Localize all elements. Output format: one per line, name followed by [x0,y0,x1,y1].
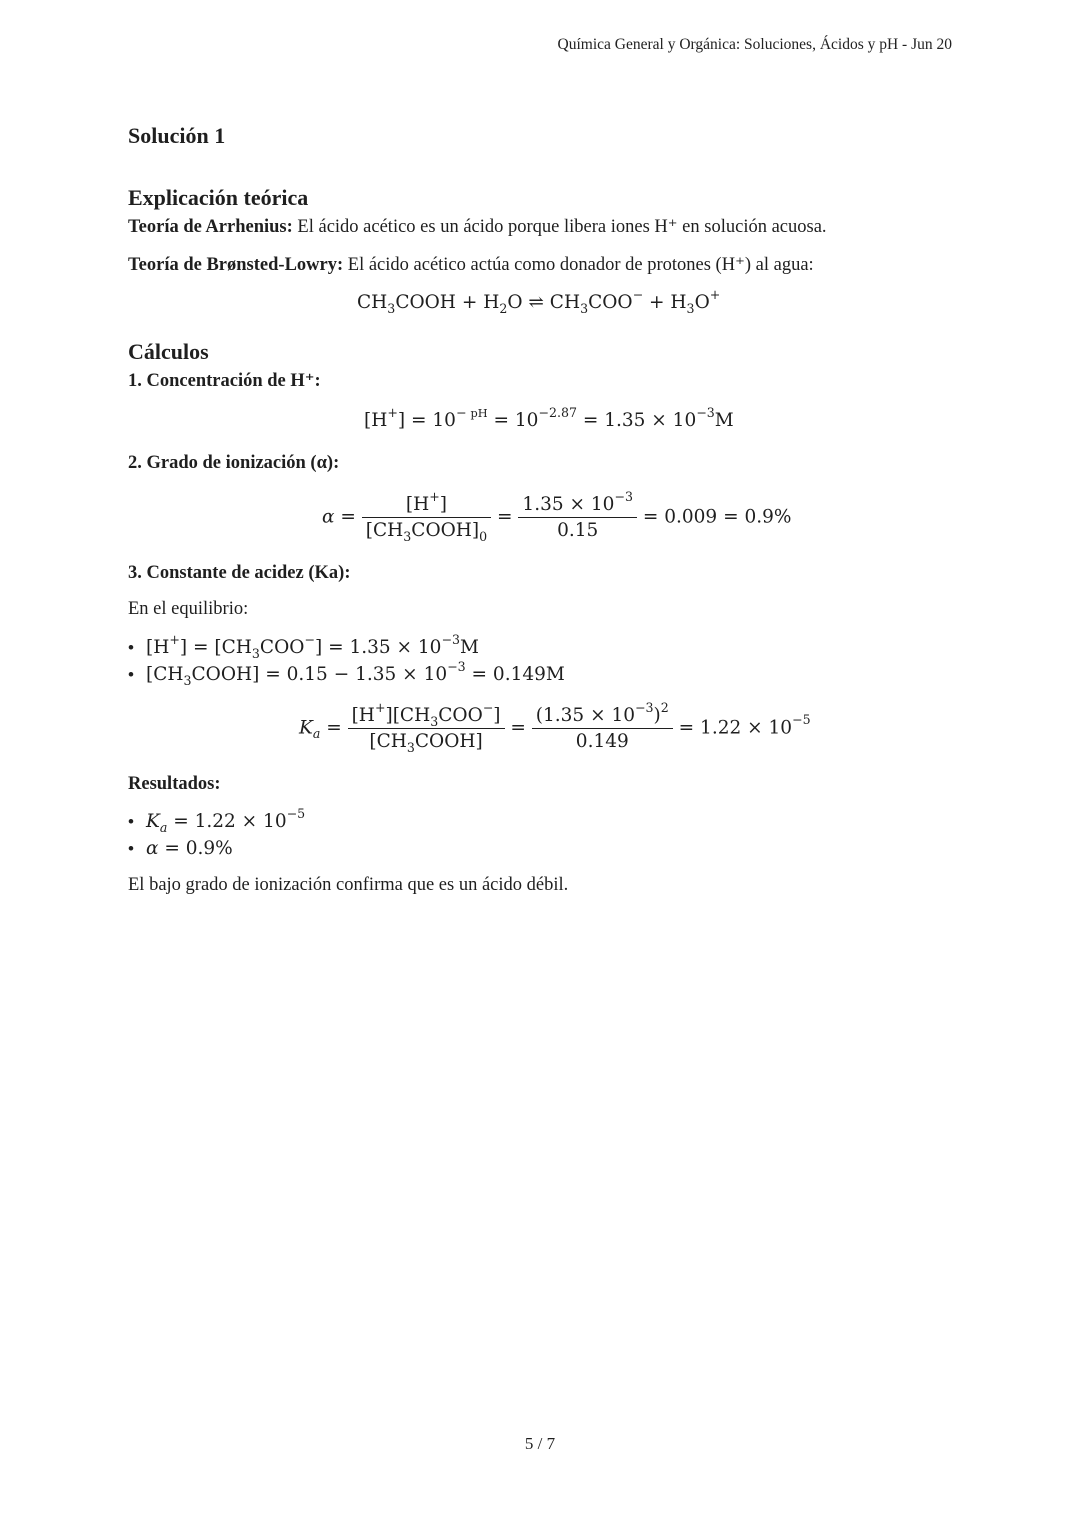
equilibrium-list [128,631,565,688]
solution-title: Solución 1 [128,123,226,148]
ka-fraction-symbolic: $\frac{[H^+][CH_3COO^-]}{[CH_3COOH]}$ [348,705,505,752]
ka-num-value: 1.35 × 10 [543,705,635,726]
ka-num-exp: −3 [635,699,654,715]
arrhenius-text: El ácido acético es un ácido porque libera iones H⁺ en solución acuosa. [292,217,827,237]
page-header: Química General y Orgánica: Soluciones, Ácidos y pH - Jun 20 [557,36,952,53]
results-list [128,805,306,862]
bronsted-label: Teoría de Brønsted-Lowry: [128,255,344,275]
result-ka-exp: −5 [286,805,306,821]
theory-heading: Explicación teórica [128,185,309,210]
h-concentration-equation: $[H^+] = 10^{- pH} = 10^{-2.87} = 1.35 \times 10^{-3}M$ [364,404,734,431]
ka-den-value: 0.149 [532,728,673,752]
bronsted-text: El ácido acético actúa como donador de protones (H⁺) al agua: [343,255,814,275]
alpha-fraction-symbolic: $\frac{[H^+]}{[CH_3COOH]_0}$ [362,494,491,541]
page-number: 5 / 7 [524,1434,556,1453]
h-conc-value: 1.35 × 10 [604,410,697,431]
equilibrium-intro: En el equilibrio: [128,599,249,619]
eq-c0: 0.15 [286,664,328,685]
alpha-num-value: 1.35 × 10 [522,494,615,515]
calculations-heading: Cálculos [128,339,209,364]
list-item: • $[H^+] = [CH_3COO^-] = 1.35 \times 10^{-3}M$ [128,634,565,661]
alpha-den-value: 0.15 [518,517,637,541]
alpha-equation: α = $\frac{[H^+]}{[CH_3COOH]_0}$ = $\frac{1.35 \times 10^{-3}}{0.15}$ = 0.009 = 0.9% [322,488,792,544]
h-conc-exponent: −3 [696,404,715,420]
bronsted-paragraph [128,254,814,276]
ph-exponent: −2.87 [538,404,577,420]
arrhenius-label: Teoría de Arrhenius: [128,217,293,237]
ka-result-exp: −5 [792,712,811,728]
step1-label: 1. Concentración de H⁺: [128,371,321,391]
eq-sub-exp: −3 [447,658,466,674]
eq-acetic-unit: M [545,664,565,685]
ka-fraction-numeric: $\frac{(1.35 \times 10^{-3})^2}{0.149}$ [532,705,673,752]
eq-sub-value: 1.35 × 10 [355,664,448,685]
list-item: • $[CH_3COOH] = 0.15 - 1.35 \times 10^{-3} = 0.149M$ [128,661,565,688]
ph-base: 10 [514,410,539,431]
conclusion: El bajo grado de ionización confirma que es un ácido débil. [128,875,569,895]
alpha-decimal: 0.009 [664,506,718,528]
alpha-num-exp: −3 [614,488,633,504]
eq-acetic-value: 0.149 [492,664,546,685]
list-item: • α = 0.9% [128,835,305,862]
eq-h-value: 1.35 × 10 [349,637,442,658]
alpha-percent: 0.9% [744,506,792,528]
arrhenius-paragraph [128,216,827,238]
eq-h-exp: −3 [441,631,460,647]
result-alpha: 0.9% [185,838,233,859]
step2-label: 2. Grado de ionización (α): [128,453,340,473]
unit-m: M [714,410,734,431]
list-item: • $K_a = 1.22 \times 10^{-5}$ [128,808,305,835]
dissociation-equation: $CH_3COOH + H_2O$ ⇌ $CH_3COO^- + H_3O^+$ [357,286,721,316]
ka-result-value: 1.22 × 10 [700,717,793,739]
results-heading: Resultados: [128,774,221,794]
result-ka-value: 1.22 × 10 [194,811,287,832]
alpha-fraction-numeric [518,488,637,541]
ka-equation: $K_a$ = $\frac{[H^+][CH_3COO^-]}{[CH_3COOH]}$ = $\frac{(1.35 \times 10^{-3})^2}{0.149}$ = $1.22 \times 10^{-5}$ [299,699,811,755]
step3-label: 3. Constante de acidez (Ka): [128,563,351,583]
eq-h-unit: M [460,637,479,658]
